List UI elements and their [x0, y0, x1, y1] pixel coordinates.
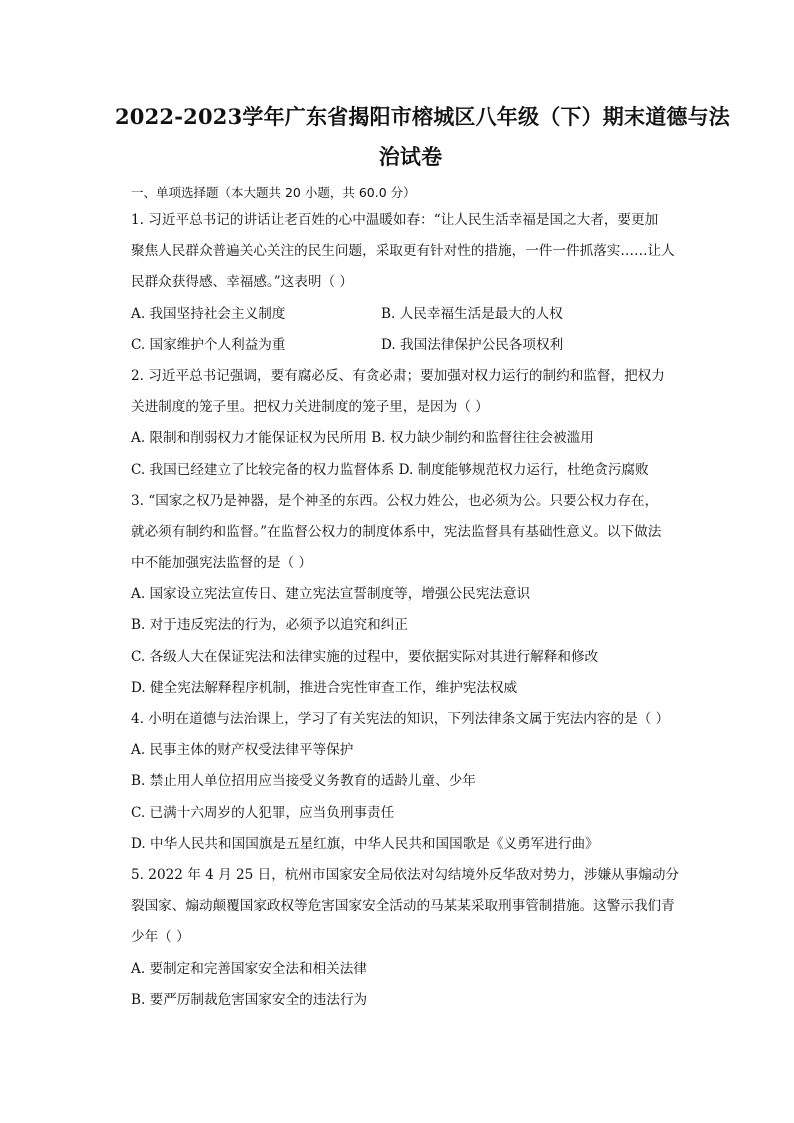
question-1-option-b: B. 人民幸福生活是最大的人权 [381, 305, 563, 322]
question-4-option-a: A. 民事主体的财产权受法律平等保护 [131, 742, 354, 759]
question-1-option-c: C. 国家维护个人利益为重 [131, 336, 286, 353]
question-1-line-3: 民群众获得感、幸福感。”这表明（ ） [131, 274, 353, 291]
question-5-line-3: 少年（ ） [131, 929, 190, 946]
question-3-line-2: 就必须有制约和监督。”在监督公权力的制度体系中，宪法监督具有基础性意义。以下做法 [131, 523, 662, 540]
question-1-options-ab [131, 299, 690, 330]
question-4-line-1: 4. 小明在道德与法治课上，学习了有关宪法的知识，下列法律条文属于宪法内容的是（ ） [131, 711, 670, 727]
question-block [131, 205, 690, 1016]
question-2-line-2: 关进制度的笼子里。把权力关进制度的笼子里，是因为（ ） [131, 399, 489, 416]
question-1-option-a: A. 我国坚持社会主义制度 [131, 305, 286, 322]
question-4-option-b: B. 禁止用人单位招用应当接受义务教育的适龄儿童、少年 [131, 773, 476, 790]
question-3-line-3: 中不能加强宪法监督的是（ ） [131, 555, 313, 572]
question-3-option-a: A. 国家设立宪法宣传日、建立宪法宣誓制度等，增强公民宪法意识 [131, 586, 531, 603]
question-3-option-d: D. 健全宪法解释程序机制，推进合宪性审查工作，维护宪法权威 [131, 679, 518, 696]
question-3-option-b: B. 对于违反宪法的行为，必须予以追究和纠正 [131, 617, 408, 634]
question-1-option-d: D. 我国法律保护公民各项权利 [381, 336, 564, 353]
question-5-option-a: A. 要制定和完善国家安全法和相关法律 [131, 960, 367, 977]
question-2-line-1: 2. 习近平总书记强调，要有腐必反、有贪必肃；要加强对权力运行的制约和监督，把权力 [131, 367, 665, 384]
question-4-option-c: C. 已满十六周岁的人犯罪，应当负刑事责任 [131, 804, 395, 821]
question-5-line-2: 裂国家、煽动颠覆国家政权等危害国家安全活动的马某某采取刑事管制措施。这警示我们青 [131, 898, 675, 915]
question-1-line-2: 聚焦人民群众普遍关心关注的民生问题，采取更有针对性的措施，一件一件抓落实……让人 [131, 243, 675, 260]
question-1-line-1: 1. 习近平总书记的讲话让老百姓的心中温暖如春：“让人民生活幸福是国之大者，要更加 [131, 212, 659, 228]
question-2-options-ab: A. 限制和削弱权力才能保证权为民所用 B. 权力缺少制约和监督往往会被滥用 [131, 430, 594, 447]
question-5-line-1: 5. 2022 年 4 月 25 日，杭州市国家安全局依法对勾结境外反华敌对势力，涉嫌从事煽动分 [131, 866, 680, 883]
question-3-option-c: C. 各级人大在保证宪法和法律实施的过程中，要依据实际对其进行解释和修改 [131, 648, 599, 665]
title-line-1: 2022-2023学年广东省揭阳市榕城区八年级（下）期末道德与法 [115, 104, 731, 129]
question-3-line-1: 3. “国家之权乃是神器，是个神圣的东西。公权力姓公，也必须为公。只要公权力存在， [131, 492, 659, 509]
question-5-option-b: B. 要严厉制裁危害国家安全的违法行为 [131, 991, 368, 1008]
question-4-option-d: D. 中华人民共和国国旗是五星红旗，中华人民共和国国歌是《义勇军进行曲》 [131, 835, 599, 852]
question-1-options-cd [131, 330, 690, 361]
exam-title [115, 97, 731, 177]
question-2-options-cd: C. 我国已经建立了比较完备的权力监督体系 D. 制度能够规范权力运行，杜绝贪污腐败 [131, 461, 649, 478]
section-heading-text: 一、单项选择题（本大题共 20 小题，共 60.0 分） [131, 185, 416, 200]
title-line-2: 治试卷 [378, 144, 443, 169]
section-heading [131, 181, 690, 205]
